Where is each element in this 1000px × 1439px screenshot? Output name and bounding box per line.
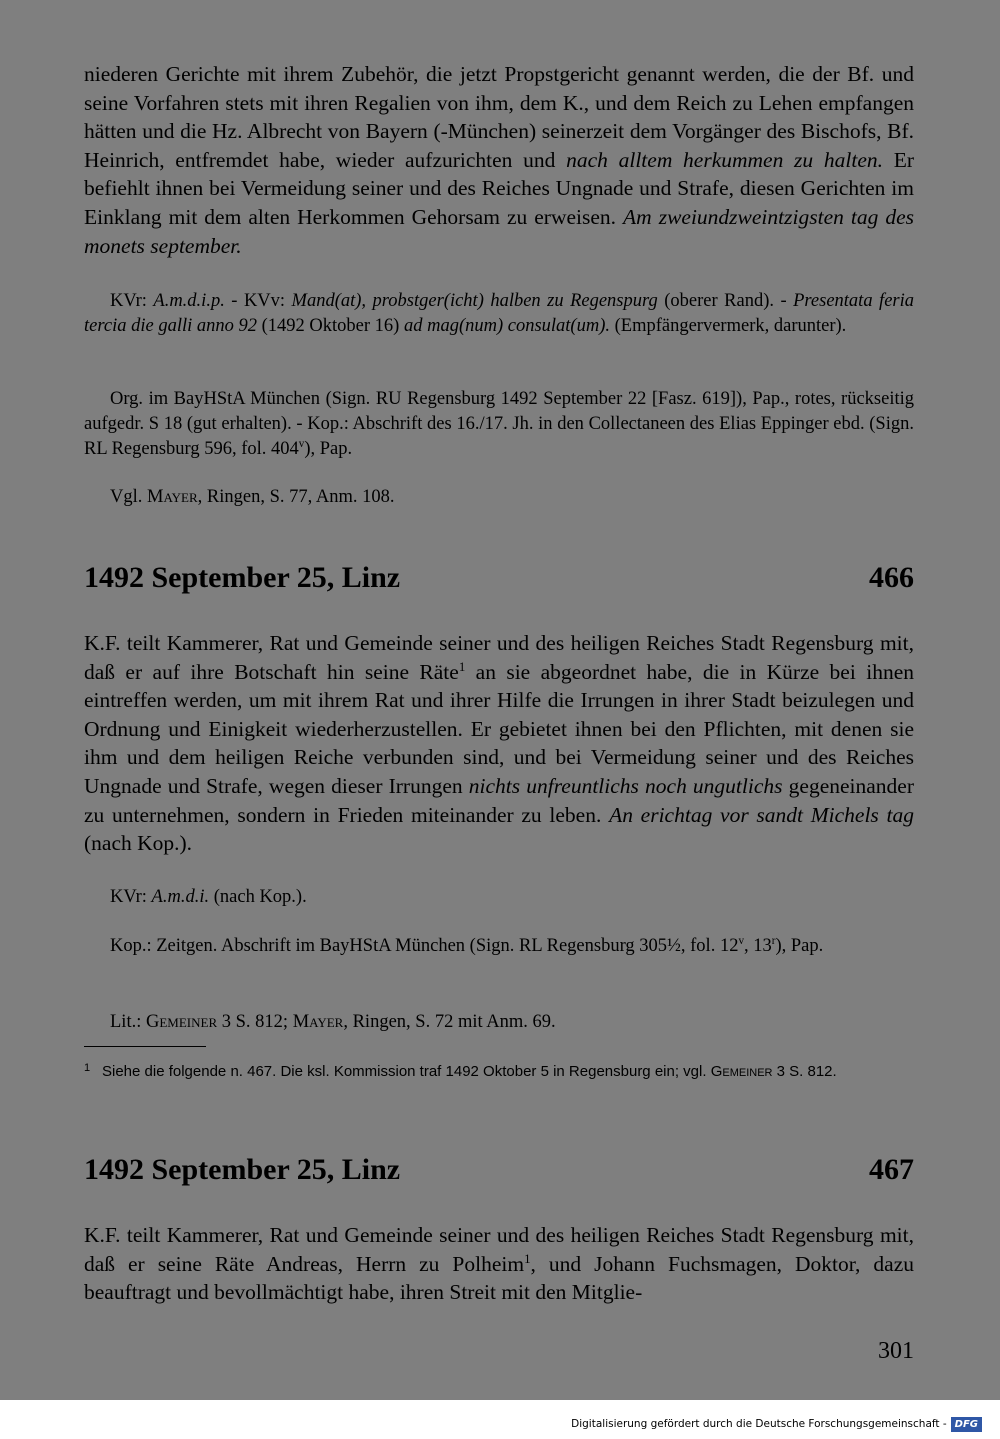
dfg-logo-icon: DFG xyxy=(951,1417,982,1432)
quoted-text: ad mag(num) consulat(um). xyxy=(403,316,610,336)
copy-source-note-466 xyxy=(84,934,914,959)
text-run: , und Johann Fuchsmagen, Doktor, dazu beauftragt und bevollmächtigt habe, ihren Streit mit den Mitglie- xyxy=(84,1251,914,1305)
text-run: , Ringen, S. 72 mit Anm. 69. xyxy=(343,1012,556,1032)
dating-clause: An erichtag vor sandt Michels tag xyxy=(609,802,914,827)
literature-note-465 xyxy=(84,485,914,510)
text-run: K.F. teilt Kammerer, Rat und Gemeinde seiner und des heiligen Reiches Stadt Regensburg mit, daß er auf ihre Botschaft hin seine Räte xyxy=(84,631,914,684)
kanzleivermerk-465 xyxy=(84,289,914,339)
author-name: Mayer xyxy=(292,1012,344,1032)
text-run: (nach Kop.). xyxy=(84,831,193,856)
quoted-text: Mand(at), probstger(icht) halben zu Regenspurg xyxy=(291,291,658,311)
text-run: 3 S. 812. xyxy=(772,1063,837,1080)
text-run: , Ringen, S. 77, Anm. 108. xyxy=(197,487,395,507)
author-name: Mayer xyxy=(147,487,198,507)
text-run: (oberer Rand). - xyxy=(657,291,794,311)
text-run: Er befiehlt ihnen bei Vermeidung seiner und des Reiches Ungnade und Strafe, diesen Gerichten im Einklang mit dem alten Herkommen Gehorsam zu erweisen. xyxy=(84,147,915,229)
regest-text-467 xyxy=(84,1221,914,1307)
text-run: ), Pap. xyxy=(775,936,824,956)
text-run: KVr: xyxy=(110,291,154,311)
text-run: (Empfängervermerk, darunter). xyxy=(610,316,847,336)
text-run: Siehe die folgende n. 467. Die ksl. Kommission traf 1492 Oktober 5 in Regensburg ein; vgl. xyxy=(102,1063,711,1080)
funding-notice: Digitalisierung gefördert durch die Deutsche Forschungsgemeinschaft - xyxy=(571,1418,947,1430)
regest-date: 1492 September 25, Linz xyxy=(84,561,401,594)
text-run: Vgl. xyxy=(110,487,147,507)
regest-heading-466 xyxy=(84,558,914,598)
regest-text-466 xyxy=(84,629,914,858)
kanzleivermerk-466 xyxy=(84,885,914,910)
text-run: (1492 Oktober 16) xyxy=(257,316,404,336)
text-run: , 13 xyxy=(744,936,772,956)
text-run: KVr: xyxy=(110,887,152,907)
regest-date: 1492 September 25, Linz xyxy=(84,1153,401,1186)
text-run: - KVv: xyxy=(224,291,292,311)
footnote-text xyxy=(84,1062,914,1082)
text-run: (nach Kop.). xyxy=(209,887,307,907)
superscript: v xyxy=(298,437,305,450)
page-number: 301 xyxy=(878,1338,914,1364)
literature-note-466 xyxy=(84,1010,914,1035)
footnote-divider xyxy=(84,1046,206,1047)
regest-text-465-continuation xyxy=(84,60,914,260)
funding-footer xyxy=(571,1414,982,1434)
text-run: an sie abgeordnet habe, die in Kürze bei ihnen eintreffen werden, um mit ihrem Rat und ihrer Hilfe die Irrungen in ihrer Stadt beizulegen und Ordnung und Einigkeit wiederherzustellen. Er gebietet ihnen bei den Pflichten, mit denen sie ihm und dem heiligen Reiche verbunden sind, und bei Vermeidung seiner und des Reiches Ungnade und Strafe, wegen dieser Irrungen xyxy=(84,659,914,798)
footnote-ref: 1 xyxy=(524,1251,531,1266)
text-run: K.F. teilt Kammerer, Rat und Gemeinde seiner und des heiligen Reiches Stadt Regensburg mit, daß er seine Räte Andreas, Herrn zu Polheim xyxy=(84,1223,914,1276)
footnote-466-1 xyxy=(84,1062,914,1082)
regest-heading-467 xyxy=(84,1150,914,1190)
quoted-text: Presentata feria tercia die galli anno 92 xyxy=(84,291,914,336)
regest-number: 467 xyxy=(869,1153,914,1186)
text-run: ), Pap. xyxy=(304,439,353,459)
quoted-text: A.m.d.i. xyxy=(151,887,210,907)
superscript: v xyxy=(738,934,744,947)
text-run: 3 S. 812; xyxy=(217,1012,293,1032)
author-name: Gemeiner xyxy=(710,1063,773,1080)
original-source-note-465 xyxy=(84,387,914,462)
author-name: Gemeiner xyxy=(145,1012,218,1032)
dating-clause: Am zweiundzweintzigsten tag des monets september. xyxy=(84,204,915,258)
text-run: niederen Gerichte mit ihrem Zubehör, die jetzt Propstgericht genannt werden, die der Bf. und seine Vorfahren stets mit ihren Regalien von ihm, dem K., und dem Reich zu Lehen empfangen hätten und die Hz. Albrecht von Bayern (-München) seinerzeit dem Vorgänger des Bischofs, Bf. Heinrich, entfremdet habe, wieder aufzurichten und xyxy=(84,62,914,172)
quoted-text: A.m.d.i.p. xyxy=(153,291,225,311)
regest-number: 466 xyxy=(869,561,914,594)
quoted-text: nach alltem herkummen zu halten. xyxy=(566,147,884,172)
footnote-mark: 1 xyxy=(84,1062,91,1074)
text-run: Org. im BayHStA München (Sign. RU Regensburg 1492 September 22 [Fasz. 619]), Pap., rotes, rückseitig aufgedr. S 18 (gut erhalten). - Kop.: Abschrift des 16./17. Jh. in den Collectaneen des Elias Eppinger ebd. (Sign. RL Regensburg 596, fol. 404 xyxy=(84,389,914,459)
text-run: Kop.: Zeitgen. Abschrift im BayHStA München (Sign. RL Regensburg 305½, fol. 12 xyxy=(110,936,739,956)
quoted-text: nichts unfreuntlichs noch ungutlichs xyxy=(468,773,783,798)
text-run: Lit.: xyxy=(110,1012,146,1032)
superscript: r xyxy=(771,934,776,947)
footnote-ref: 1 xyxy=(458,659,466,674)
text-run: gegeneinander zu unternehmen, sondern in Frieden miteinander zu leben. xyxy=(84,773,914,827)
